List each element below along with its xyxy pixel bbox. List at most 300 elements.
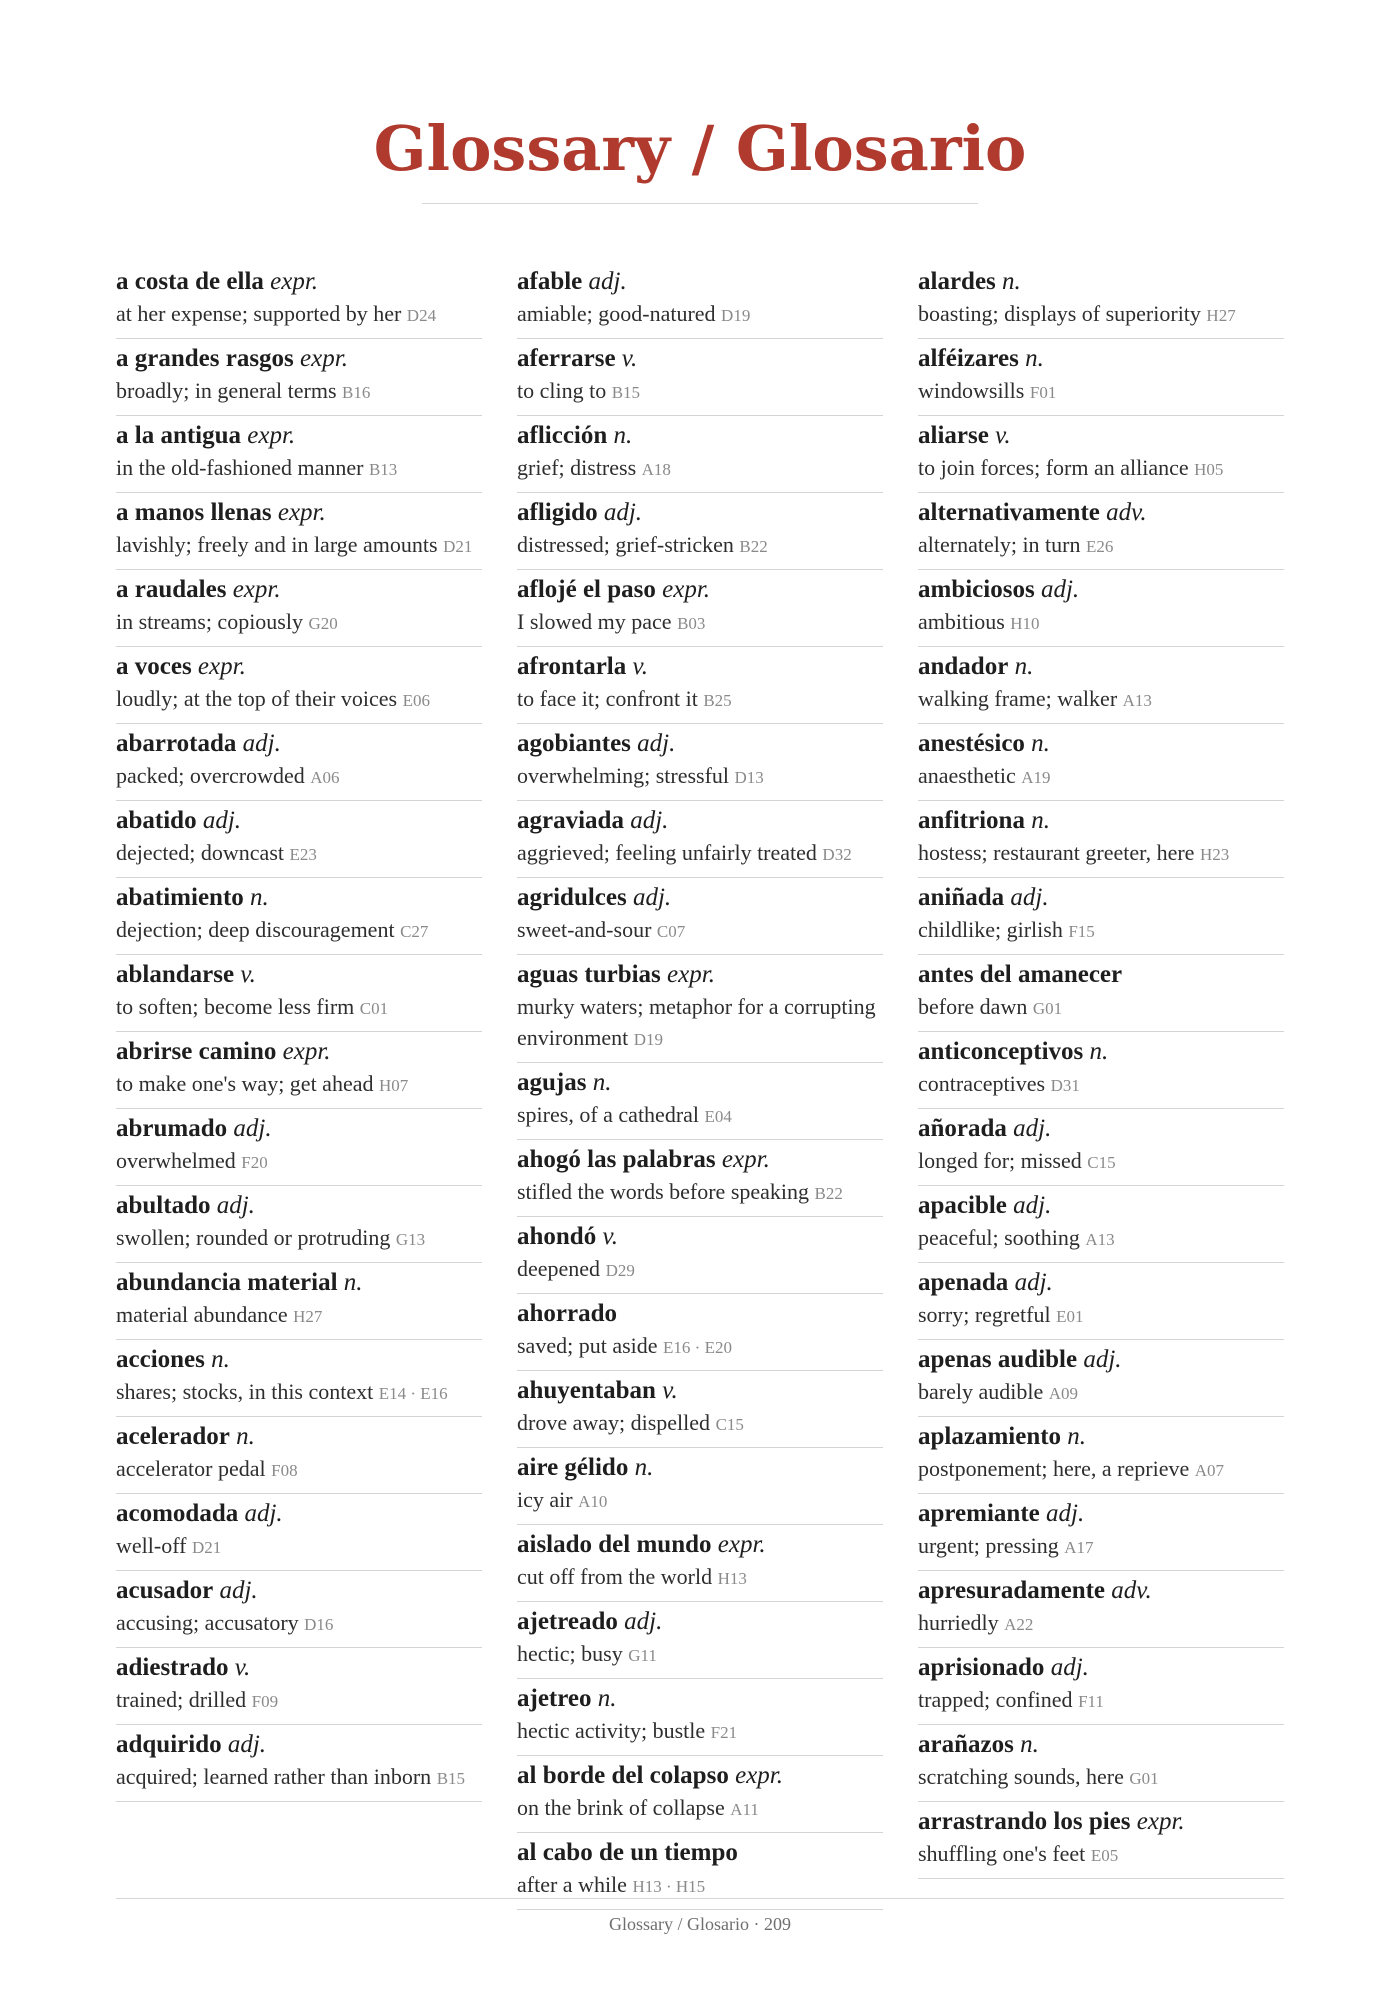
entry-reference: A10 (578, 1492, 608, 1511)
glossary-entry (918, 647, 1284, 724)
glossary-column-1 (116, 262, 482, 1910)
entry-term: adquirido (116, 1731, 222, 1758)
entry-part-of-speech: n. (1089, 1038, 1109, 1065)
entry-definition-text: distressed; grief-stricken (517, 532, 734, 557)
glossary-entry (918, 1032, 1284, 1109)
glossary-entry (517, 1756, 883, 1833)
entry-definition-text: scratching sounds, here (918, 1764, 1124, 1789)
entry-reference: F01 (1029, 383, 1057, 402)
entry-headword (517, 1606, 883, 1638)
entry-definition-text: at her expense; supported by her (116, 301, 402, 326)
entry-term: ahorrado (517, 1300, 617, 1327)
entry-definition (517, 452, 883, 485)
entry-definition-text: accelerator pedal (116, 1456, 266, 1481)
entry-term: acomodada (116, 1500, 239, 1527)
entry-definition-text: alternately; in turn (918, 532, 1081, 557)
entry-definition-text: longed for; missed (918, 1148, 1082, 1173)
entry-term: anestésico (918, 730, 1025, 757)
entry-definition (116, 1684, 482, 1717)
entry-definition-text: amiable; good-natured (517, 301, 716, 326)
entry-part-of-speech: n. (343, 1269, 363, 1296)
entry-headword (918, 1113, 1284, 1145)
glossary-entry (918, 339, 1284, 416)
entry-definition-text: to soften; become less firm (116, 994, 355, 1019)
entry-part-of-speech: expr. (717, 1531, 766, 1558)
entry-reference: H10 (1010, 614, 1040, 633)
glossary-entry (918, 878, 1284, 955)
entry-part-of-speech: adv. (1111, 1577, 1152, 1604)
entry-definition (517, 837, 883, 870)
entry-reference: E23 (289, 845, 317, 864)
entry-headword (918, 1190, 1284, 1222)
entry-reference: C27 (400, 922, 429, 941)
entry-part-of-speech: n. (1002, 268, 1021, 295)
entry-reference: B15 (611, 383, 641, 402)
entry-definition-text: lavishly; freely and in large amounts (116, 532, 438, 557)
entry-headword (918, 1421, 1284, 1453)
entry-reference: H13 · H15 (632, 1877, 706, 1896)
entry-headword (918, 1575, 1284, 1607)
entry-definition (517, 606, 883, 639)
entry-definition (918, 1299, 1284, 1332)
glossary-entry (918, 955, 1284, 1032)
entry-definition-text: overwhelmed (116, 1148, 236, 1173)
entry-headword (918, 1036, 1284, 1068)
entry-definition (116, 760, 482, 793)
glossary-entry (517, 801, 883, 878)
entry-headword (116, 420, 482, 452)
entry-definition-text: accusing; accusatory (116, 1610, 299, 1635)
entry-reference: A22 (1004, 1615, 1034, 1634)
entry-reference: D16 (304, 1615, 334, 1634)
entry-term: afligido (517, 499, 598, 526)
entry-term: andador (918, 653, 1009, 680)
entry-headword (918, 497, 1284, 529)
entry-term: aguas turbias (517, 961, 661, 988)
entry-term: apenada (918, 1269, 1009, 1296)
glossary-entry (517, 647, 883, 724)
entry-definition (918, 375, 1284, 408)
entry-definition-text: drove away; dispelled (517, 1410, 711, 1435)
entry-reference: A06 (310, 768, 340, 787)
entry-reference: B15 (436, 1769, 466, 1788)
glossary-entry (116, 1725, 482, 1802)
entry-part-of-speech: adj. (632, 884, 672, 911)
entry-headword (517, 1144, 883, 1176)
entry-definition-text: before dawn (918, 994, 1028, 1019)
entry-term: anticonceptivos (918, 1038, 1084, 1065)
entry-reference: A07 (1194, 1461, 1224, 1480)
glossary-entry (517, 724, 883, 801)
entry-definition-text: cut off from the world (517, 1564, 713, 1589)
entry-part-of-speech: expr. (232, 576, 281, 603)
entry-definition (918, 529, 1284, 562)
glossary-entry (918, 1648, 1284, 1725)
entry-definition-text: childlike; girlish (918, 917, 1063, 942)
entry-definition-text: trained; drilled (116, 1687, 247, 1712)
glossary-entry (918, 1725, 1284, 1802)
entry-term: aprisionado (918, 1654, 1045, 1681)
entry-term: agraviada (517, 807, 624, 834)
entry-headword (116, 1113, 482, 1145)
entry-part-of-speech: expr. (277, 499, 326, 526)
entry-term: aniñada (918, 884, 1005, 911)
entry-definition (517, 1484, 883, 1517)
glossary-entry (517, 878, 883, 955)
glossary-entry (116, 878, 482, 955)
entry-term: anfitriona (918, 807, 1025, 834)
entry-term: apresuradamente (918, 1577, 1106, 1604)
entry-headword (517, 1529, 883, 1561)
entry-term: ahogó las palabras (517, 1146, 716, 1173)
glossary-entry (116, 1263, 482, 1340)
glossary-entry (517, 1525, 883, 1602)
entry-definition (517, 760, 883, 793)
entry-reference: F20 (241, 1153, 268, 1172)
entry-reference: A13 (1085, 1230, 1115, 1249)
glossary-entry (918, 1263, 1284, 1340)
entry-term: aferrarse (517, 345, 616, 372)
entry-term: aflicción (517, 422, 608, 449)
entry-definition-text: broadly; in general terms (116, 378, 337, 403)
entry-definition (918, 914, 1284, 947)
entry-reference: E06 (402, 691, 430, 710)
entry-definition-text: stifled the words before speaking (517, 1179, 810, 1204)
entry-part-of-speech: adv. (1106, 499, 1147, 526)
entry-part-of-speech: expr. (667, 961, 715, 988)
glossary-entry (918, 1340, 1284, 1417)
glossary-entry (517, 1448, 883, 1525)
entry-part-of-speech: adj. (219, 1577, 258, 1604)
entry-reference: C07 (656, 922, 686, 941)
entry-term: agobiantes (517, 730, 631, 757)
entry-definition-text: overwhelming; stressful (517, 763, 730, 788)
glossary-entry (116, 416, 482, 493)
entry-headword (517, 1298, 883, 1330)
entry-headword (517, 266, 883, 298)
entry-term: añorada (918, 1115, 1007, 1142)
entry-reference: F09 (251, 1692, 279, 1711)
entry-headword (116, 574, 482, 606)
entry-reference: F15 (1068, 922, 1095, 941)
entry-reference: D19 (633, 1030, 663, 1049)
entry-part-of-speech: adj. (603, 499, 643, 526)
glossary-entry (918, 1494, 1284, 1571)
entry-part-of-speech: n. (597, 1685, 617, 1712)
entry-term: ambiciosos (918, 576, 1035, 603)
entry-headword (116, 1036, 482, 1068)
entry-definition (918, 837, 1284, 870)
entry-reference: C15 (1087, 1153, 1116, 1172)
entry-headword (116, 651, 482, 683)
entry-headword (116, 805, 482, 837)
entry-term: apacible (918, 1192, 1007, 1219)
entry-part-of-speech: adj. (244, 1500, 283, 1527)
entry-definition (116, 914, 482, 947)
entry-definition-text: swollen; rounded or protruding (116, 1225, 391, 1250)
glossary-entry (116, 1032, 482, 1109)
entry-headword (918, 420, 1284, 452)
entry-term: acciones (116, 1346, 205, 1373)
glossary-entry (517, 1063, 883, 1140)
entry-reference: C01 (359, 999, 389, 1018)
entry-term: ajetreado (517, 1608, 618, 1635)
entry-term: afrontarla (517, 653, 627, 680)
entry-part-of-speech: expr. (1136, 1808, 1185, 1835)
entry-definition (517, 375, 883, 408)
entry-definition (918, 1376, 1284, 1409)
glossary-entry (116, 724, 482, 801)
glossary-entry (918, 262, 1284, 339)
entry-definition-text: grief; distress (517, 455, 637, 480)
entry-part-of-speech: n. (1025, 345, 1044, 372)
entry-definition (517, 1792, 883, 1825)
entry-term: a raudales (116, 576, 227, 603)
entry-reference: A19 (1021, 768, 1051, 787)
entry-reference: D32 (822, 845, 852, 864)
entry-reference: H13 (717, 1569, 747, 1588)
entry-part-of-speech: adj. (202, 807, 242, 834)
entry-reference: H23 (1199, 845, 1230, 864)
entry-definition (918, 1145, 1284, 1178)
entry-part-of-speech: expr. (300, 345, 348, 372)
entry-definition (918, 683, 1284, 716)
entry-headword (918, 574, 1284, 606)
entry-definition (918, 991, 1284, 1024)
glossary-entry (116, 1571, 482, 1648)
entry-term: abrumado (116, 1115, 228, 1142)
entry-term: a voces (116, 653, 192, 680)
entry-part-of-speech: adj. (1013, 1192, 1052, 1219)
glossary-entry (918, 1109, 1284, 1186)
entry-part-of-speech: adj. (1050, 1654, 1089, 1681)
glossary-entry (918, 724, 1284, 801)
glossary-entry (116, 570, 482, 647)
entry-definition (918, 1068, 1284, 1101)
entry-reference: A11 (730, 1800, 759, 1819)
entry-definition-text: hectic activity; bustle (517, 1718, 706, 1743)
entry-definition-text: dejected; downcast (116, 840, 284, 865)
entry-definition-text: I slowed my pace (517, 609, 672, 634)
entry-definition-text: saved; put aside (517, 1333, 658, 1358)
entry-headword (116, 1190, 482, 1222)
entry-headword (116, 266, 482, 298)
glossary-entry (116, 262, 482, 339)
entry-reference: B13 (368, 460, 398, 479)
entry-reference: D29 (605, 1261, 635, 1280)
entry-term: acusador (116, 1577, 214, 1604)
entry-term: alternativamente (918, 499, 1100, 526)
entry-reference: E14 · E16 (378, 1384, 448, 1403)
entry-part-of-speech: adj. (242, 730, 281, 757)
entry-definition-text: urgent; pressing (918, 1533, 1059, 1558)
entry-part-of-speech: v. (621, 345, 638, 372)
entry-part-of-speech: n. (613, 422, 633, 449)
entry-reference: A13 (1122, 691, 1152, 710)
entry-headword (918, 805, 1284, 837)
entry-term: agujas (517, 1069, 587, 1096)
entry-part-of-speech: expr. (270, 268, 319, 295)
entry-headword (517, 420, 883, 452)
entry-definition-text: in the old-fashioned manner (116, 455, 364, 480)
entry-reference: B03 (677, 614, 706, 633)
glossary-entry (517, 493, 883, 570)
entry-headword (517, 651, 883, 683)
entry-part-of-speech: n. (1014, 653, 1034, 680)
entry-definition (517, 1253, 883, 1286)
entry-definition-text: loudly; at the top of their voices (116, 686, 398, 711)
glossary-entry (116, 801, 482, 878)
entry-definition (918, 1530, 1284, 1563)
entry-headword (517, 882, 883, 914)
entry-headword (116, 882, 482, 914)
entry-part-of-speech: adj. (1013, 1115, 1052, 1142)
entry-part-of-speech: adj. (227, 1731, 267, 1758)
entry-headword (116, 1344, 482, 1376)
entry-definition (517, 1099, 883, 1132)
entry-definition (116, 1530, 482, 1563)
glossary-column-2 (517, 262, 883, 1910)
entry-definition-text: acquired; learned rather than inborn (116, 1764, 432, 1789)
glossary-entry (517, 1679, 883, 1756)
entry-definition (517, 991, 883, 1055)
entry-definition (918, 298, 1284, 331)
entry-definition (517, 1638, 883, 1671)
entry-term: ahuyentaban (517, 1377, 656, 1404)
entry-definition-text: hostess; restaurant greeter, here (918, 840, 1195, 865)
entry-reference: A09 (1048, 1384, 1079, 1403)
entry-headword (517, 1683, 883, 1715)
entry-definition (918, 1222, 1284, 1255)
entry-term: apremiante (918, 1500, 1040, 1527)
entry-definition (116, 1299, 482, 1332)
entry-reference: A18 (641, 460, 671, 479)
entry-headword (517, 497, 883, 529)
entry-part-of-speech: expr. (735, 1762, 783, 1789)
entry-term: al borde del colapso (517, 1762, 729, 1789)
glossary-entry (517, 339, 883, 416)
entry-term: al cabo de un tiempo (517, 1839, 738, 1866)
entry-headword (918, 1344, 1284, 1376)
glossary-entry (116, 1648, 482, 1725)
entry-headword (116, 1421, 482, 1453)
entry-part-of-speech: adj. (1083, 1346, 1122, 1373)
entry-part-of-speech: adj. (233, 1115, 272, 1142)
entry-reference: D19 (721, 306, 751, 325)
entry-definition (918, 1684, 1284, 1717)
glossary-entry (918, 801, 1284, 878)
entry-definition-text: windowsills (918, 378, 1025, 403)
entry-term: aplazamiento (918, 1423, 1062, 1450)
entry-headword (116, 728, 482, 760)
entry-headword (517, 1452, 883, 1484)
entry-headword (517, 959, 883, 991)
entry-headword (517, 1760, 883, 1792)
entry-reference: E16 · E20 (663, 1338, 732, 1357)
entry-term: a la antigua (116, 422, 242, 449)
entry-reference: H05 (1194, 460, 1224, 479)
entry-definition (918, 452, 1284, 485)
entry-part-of-speech: v. (662, 1377, 678, 1404)
entry-reference: F21 (710, 1723, 738, 1742)
entry-definition (116, 529, 482, 562)
entry-part-of-speech: adj. (588, 268, 627, 295)
entry-reference: H07 (378, 1076, 409, 1095)
glossary-entry (517, 1294, 883, 1371)
entry-reference: G20 (308, 614, 338, 633)
entry-definition (116, 837, 482, 870)
entry-term: afable (517, 268, 583, 295)
entry-term: adiestrado (116, 1654, 229, 1681)
entry-definition (116, 1222, 482, 1255)
entry-part-of-speech: n. (1031, 730, 1050, 757)
entry-part-of-speech: expr. (197, 653, 246, 680)
entry-term: ablandarse (116, 961, 235, 988)
glossary-entry (918, 493, 1284, 570)
entry-headword (517, 1837, 883, 1869)
glossary-entry (517, 1140, 883, 1217)
entry-definition-text: dejection; deep discouragement (116, 917, 395, 942)
entry-definition-text: hectic; busy (517, 1641, 623, 1666)
entry-term: aliarse (918, 422, 989, 449)
entry-headword (116, 1729, 482, 1761)
entry-definition (918, 760, 1284, 793)
glossary-entry (517, 1371, 883, 1448)
entry-headword (517, 343, 883, 375)
entry-definition (517, 529, 883, 562)
entry-part-of-speech: expr. (662, 576, 711, 603)
entry-definition (116, 1068, 482, 1101)
entry-part-of-speech: n. (1067, 1423, 1087, 1450)
entry-reference: E05 (1090, 1846, 1119, 1865)
entry-part-of-speech: adj. (637, 730, 676, 757)
entry-definition (517, 914, 883, 947)
entry-definition-text: boasting; displays of superiority (918, 301, 1201, 326)
entry-reference: G01 (1129, 1769, 1159, 1788)
entry-headword (116, 1575, 482, 1607)
entry-definition-text: peaceful; soothing (918, 1225, 1080, 1250)
glossary-entry (517, 262, 883, 339)
entry-reference: H27 (1206, 306, 1236, 325)
entry-headword (918, 1652, 1284, 1684)
entry-definition-text: contraceptives (918, 1071, 1046, 1096)
entry-headword (116, 1498, 482, 1530)
entry-headword (918, 728, 1284, 760)
entry-definition (517, 1176, 883, 1209)
glossary-entry (918, 1571, 1284, 1648)
entry-headword (918, 1498, 1284, 1530)
entry-definition (116, 1145, 482, 1178)
entry-headword (918, 1729, 1284, 1761)
entry-definition (116, 375, 482, 408)
entry-term: antes del amanecer (918, 961, 1123, 988)
entry-definition (918, 606, 1284, 639)
entry-definition-text: sweet-and-sour (517, 917, 652, 942)
glossary-entry (918, 570, 1284, 647)
entry-definition-text: hurriedly (918, 1610, 999, 1635)
entry-term: abatimiento (116, 884, 244, 911)
entry-part-of-speech: adj. (1040, 576, 1080, 603)
entry-definition (116, 683, 482, 716)
glossary-entry (116, 339, 482, 416)
entry-headword (116, 1652, 482, 1684)
entry-term: abatido (116, 807, 197, 834)
entry-headword (918, 343, 1284, 375)
glossary-entry (517, 1602, 883, 1679)
entry-definition (517, 1561, 883, 1594)
entry-term: alféizares (918, 345, 1019, 372)
glossary-entry (116, 1109, 482, 1186)
